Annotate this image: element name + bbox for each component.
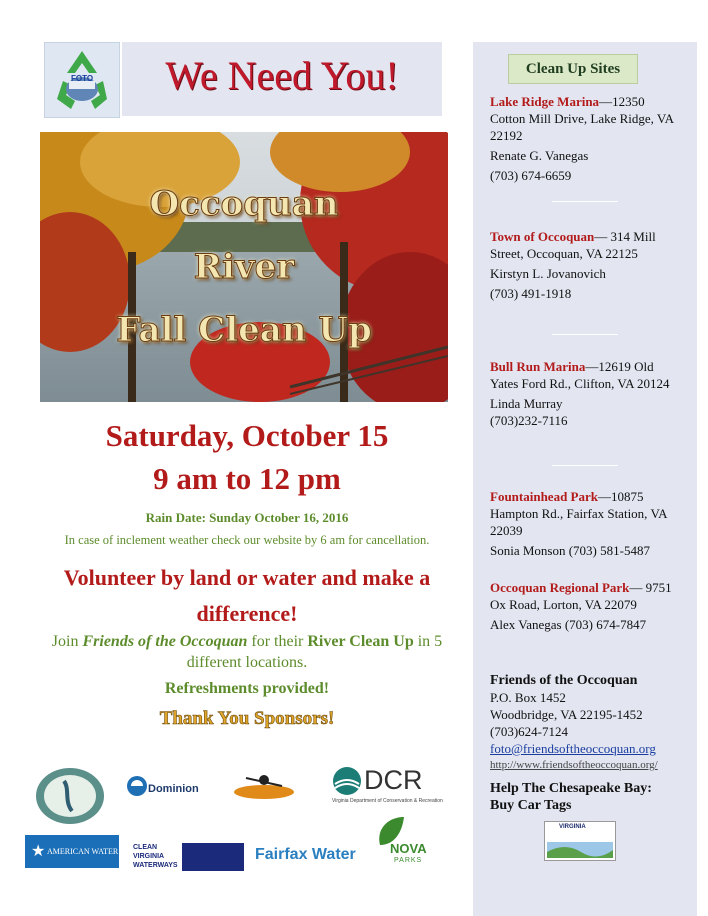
clean-va-line3: WATERWAYS xyxy=(133,862,178,869)
site-contact: Renate G. Vanegas xyxy=(490,148,589,163)
site-contact: Alex Vanegas (703) 674-7847 xyxy=(490,617,647,632)
chesapeake-bay-logo xyxy=(34,767,106,825)
nova-parks-logo xyxy=(376,815,438,873)
dominion-logo xyxy=(126,773,208,801)
dcr-label: DCR xyxy=(364,765,423,795)
site-occoquan-regional-park xyxy=(490,579,680,636)
help-line1: Help The Chesapeake Bay: xyxy=(490,781,652,796)
clean-va-line1: CLEAN xyxy=(133,844,158,851)
dominion-icon xyxy=(126,775,148,797)
refreshments-text: Refreshments provided! xyxy=(164,680,330,697)
foto-logo xyxy=(44,42,120,118)
dcr-logo xyxy=(332,765,443,808)
photo-title-line3: Fall Clean Up xyxy=(116,310,372,350)
thank-sponsors: Thank You Sponsors! xyxy=(159,708,335,729)
fairfax-water-label: Fairfax Water xyxy=(255,846,356,863)
site-contact: Kirstyn L. Jovanovich xyxy=(490,266,606,281)
volunteer-line2: difference! xyxy=(196,601,298,626)
help-chesapeake xyxy=(490,780,686,814)
dcr-icon xyxy=(332,766,362,796)
logo-text: FOTO xyxy=(71,74,94,83)
org-name: Friends of the Occoquan xyxy=(490,673,638,688)
site-address: — 9751 Ox Road, Lorton, VA 22079 xyxy=(490,580,672,612)
clean-va-line2: VIRGINIA xyxy=(133,853,165,860)
american-water-logo xyxy=(25,835,119,868)
site-name: Fountainhead Park xyxy=(490,489,598,504)
clean-up-sites-heading: Clean Up Sites xyxy=(508,54,638,84)
join-event: River Clean Up xyxy=(307,633,414,650)
rain-date: Rain Date: Sunday October 16, 2016 xyxy=(145,510,349,525)
site-name: Occoquan Regional Park xyxy=(490,580,630,595)
site-phone: (703) 674-6659 xyxy=(490,168,572,183)
american-water-label: AMERICAN WATER xyxy=(47,847,119,856)
plate-label: VIRGINIA xyxy=(559,824,586,830)
star-icon: ★ xyxy=(31,843,46,860)
event-date: Saturday, October 15 xyxy=(105,418,389,453)
friends-contact-block xyxy=(490,672,686,774)
nova-label: NOVA xyxy=(390,841,427,856)
email-link[interactable]: foto@friendsoftheoccoquan.org xyxy=(490,741,656,756)
parks-label: PARKS xyxy=(394,857,423,864)
event-time: 9 am to 12 pm xyxy=(153,461,341,496)
site-address: —10875 Hampton Rd., Fairfax Station, VA 22039 xyxy=(490,489,667,538)
page-title: We Need You! xyxy=(165,53,399,98)
license-plate-image xyxy=(544,821,616,861)
site-lake-ridge-marina xyxy=(490,93,680,187)
photo-title-line1: Occoquan xyxy=(149,184,339,224)
website-link[interactable]: http://www.friendsoftheoccoquan.org/ xyxy=(490,759,658,771)
site-contact: Sonia Monson (703) 581-5487 xyxy=(490,543,650,558)
site-bull-run-marina xyxy=(490,358,680,432)
join-prefix: Join xyxy=(51,633,83,650)
join-mid: for their xyxy=(247,633,308,650)
site-name: Bull Run Marina xyxy=(490,359,586,374)
kayak-logo xyxy=(232,772,296,802)
photo-title-line2: River xyxy=(193,247,295,287)
site-name: Town of Occoquan xyxy=(490,229,595,244)
join-text xyxy=(40,631,454,673)
site-phone: (703) 491-1918 xyxy=(490,286,572,301)
site-contact: Linda Murray xyxy=(490,396,563,411)
plate-art xyxy=(545,832,615,860)
volunteer-heading xyxy=(30,560,464,632)
site-address: —12619 Old Yates Ford Rd., Clifton, VA 20124 xyxy=(490,359,670,391)
dominion-label: Dominion xyxy=(148,783,199,795)
divider xyxy=(552,334,618,335)
weather-note: In case of inclement weather check our website by 6 am for cancellation. xyxy=(64,533,430,547)
city-line: Woodbridge, VA 22195-1452 xyxy=(490,707,643,722)
po-box: P.O. Box 1452 xyxy=(490,690,566,705)
site-phone: (703)232-7116 xyxy=(490,413,568,428)
join-org: Friends of the Occoquan xyxy=(82,633,248,650)
site-address: — 314 Mill Street, Occoquan, VA 22125 xyxy=(490,229,656,261)
site-address: —12350 Cotton Mill Drive, Lake Ridge, VA 22192 xyxy=(490,94,674,143)
org-phone: (703)624-7124 xyxy=(490,724,568,739)
divider xyxy=(552,201,618,202)
help-line2: Buy Car Tags xyxy=(490,798,572,813)
site-town-of-occoquan xyxy=(490,228,680,305)
dcr-subtitle: Virginia Department of Conservation & Recreation xyxy=(332,798,443,804)
clean-virginia-waterways-logo xyxy=(130,843,244,871)
join-suffix: in 5 different locations. xyxy=(186,633,443,671)
site-fountainhead-park xyxy=(490,488,680,562)
fairfax-water-logo xyxy=(253,844,365,870)
divider xyxy=(552,465,618,466)
volunteer-line1: Volunteer by land or water and make a xyxy=(63,565,431,590)
site-name: Lake Ridge Marina xyxy=(490,94,600,109)
